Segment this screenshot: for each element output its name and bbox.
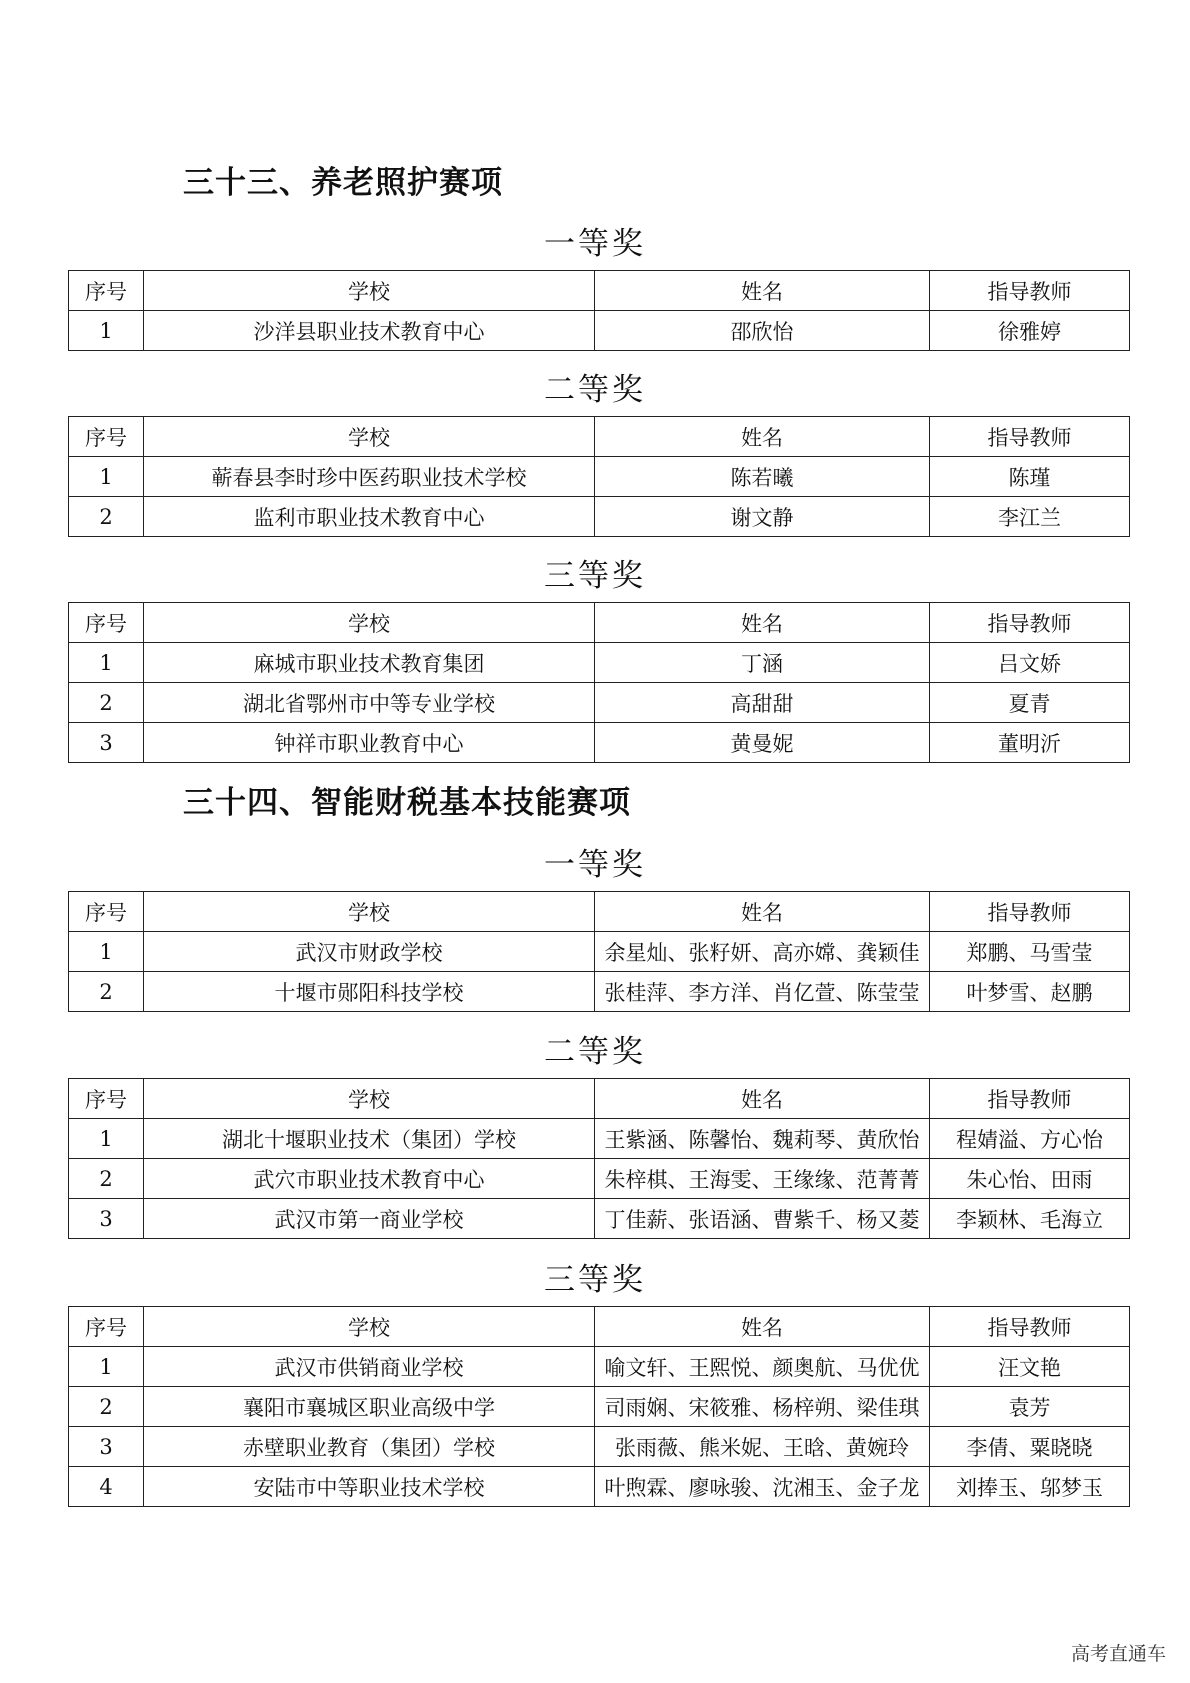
cell-teacher: 李江兰 [930, 497, 1130, 537]
table-header-row [69, 603, 1130, 643]
header-school: 学校 [144, 892, 595, 932]
cell-school: 湖北十堰职业技术（集团）学校 [144, 1119, 595, 1159]
cell-name: 黄曼妮 [595, 723, 930, 763]
cell-index: 1 [69, 1119, 144, 1159]
award-heading: 一等奖 [544, 226, 646, 262]
award-heading: 三等奖 [544, 558, 646, 594]
header-name: 姓名 [595, 1307, 930, 1347]
table-row [69, 972, 1130, 1012]
table-row [69, 932, 1130, 972]
table-row [69, 497, 1130, 537]
cell-teacher: 董明沂 [930, 723, 1130, 763]
table-row [69, 1427, 1130, 1467]
header-index: 序号 [69, 417, 144, 457]
cell-school: 武汉市第一商业学校 [144, 1199, 595, 1239]
award-table [68, 416, 1130, 537]
cell-index: 3 [69, 1199, 144, 1239]
award-table [68, 891, 1130, 1012]
header-school: 学校 [144, 1307, 595, 1347]
cell-index: 4 [69, 1467, 144, 1507]
header-teacher: 指导教师 [930, 271, 1130, 311]
table-row [69, 1199, 1130, 1239]
cell-name: 叶煦霖、廖咏骏、沈湘玉、金子龙 [595, 1467, 930, 1507]
award-table [68, 1306, 1130, 1507]
table-header-row [69, 1307, 1130, 1347]
cell-index: 1 [69, 311, 144, 351]
cell-teacher: 叶梦雪、赵鹏 [930, 972, 1130, 1012]
cell-school: 武穴市职业技术教育中心 [144, 1159, 595, 1199]
cell-teacher: 陈瑾 [930, 457, 1130, 497]
cell-name: 喻文轩、王熙悦、颜奥航、马优优 [595, 1347, 930, 1387]
cell-index: 1 [69, 643, 144, 683]
watermark: 高考直通车 [1070, 1643, 1166, 1665]
cell-school: 安陆市中等职业技术学校 [144, 1467, 595, 1507]
cell-school: 襄阳市襄城区职业高级中学 [144, 1387, 595, 1427]
header-index: 序号 [69, 1307, 144, 1347]
table-row [69, 1347, 1130, 1387]
cell-name: 朱梓棋、王海雯、王缘缘、范菁菁 [595, 1159, 930, 1199]
cell-teacher: 郑鹏、马雪莹 [930, 932, 1130, 972]
cell-teacher: 李倩、粟晓晓 [930, 1427, 1130, 1467]
cell-school: 赤壁职业教育（集团）学校 [144, 1427, 595, 1467]
table-row [69, 1119, 1130, 1159]
cell-name: 邵欣怡 [595, 311, 930, 351]
cell-school: 武汉市财政学校 [144, 932, 595, 972]
cell-teacher: 程婧溢、方心怡 [930, 1119, 1130, 1159]
cell-index: 3 [69, 723, 144, 763]
cell-name: 谢文静 [595, 497, 930, 537]
cell-teacher: 李颖林、毛海立 [930, 1199, 1130, 1239]
cell-teacher: 汪文艳 [930, 1347, 1130, 1387]
header-name: 姓名 [595, 892, 930, 932]
cell-index: 2 [69, 972, 144, 1012]
cell-school: 沙洋县职业技术教育中心 [144, 311, 595, 351]
cell-name: 高甜甜 [595, 683, 930, 723]
header-school: 学校 [144, 417, 595, 457]
table-row [69, 643, 1130, 683]
cell-teacher: 刘捧玉、邬梦玉 [930, 1467, 1130, 1507]
header-teacher: 指导教师 [930, 892, 1130, 932]
header-teacher: 指导教师 [930, 603, 1130, 643]
header-teacher: 指导教师 [930, 1079, 1130, 1119]
cell-name: 张雨薇、熊米妮、王晗、黄婉玲 [595, 1427, 930, 1467]
table-header-row [69, 892, 1130, 932]
cell-teacher: 徐雅婷 [930, 311, 1130, 351]
header-index: 序号 [69, 1079, 144, 1119]
table-row [69, 1467, 1130, 1507]
cell-school: 湖北省鄂州市中等专业学校 [144, 683, 595, 723]
award-heading: 一等奖 [544, 847, 646, 883]
table-row [69, 723, 1130, 763]
header-teacher: 指导教师 [930, 1307, 1130, 1347]
cell-name: 王紫涵、陈馨怡、魏莉琴、黄欣怡 [595, 1119, 930, 1159]
cell-school: 监利市职业技术教育中心 [144, 497, 595, 537]
section-title: 三十三、养老照护赛项 [183, 165, 503, 201]
header-name: 姓名 [595, 417, 930, 457]
cell-index: 2 [69, 497, 144, 537]
cell-teacher: 吕文娇 [930, 643, 1130, 683]
cell-school: 十堰市郧阳科技学校 [144, 972, 595, 1012]
cell-name: 丁涵 [595, 643, 930, 683]
table-row [69, 1387, 1130, 1427]
cell-school: 蕲春县李时珍中医药职业技术学校 [144, 457, 595, 497]
award-table [68, 602, 1130, 763]
cell-teacher: 袁芳 [930, 1387, 1130, 1427]
cell-index: 2 [69, 683, 144, 723]
header-index: 序号 [69, 603, 144, 643]
cell-school: 武汉市供销商业学校 [144, 1347, 595, 1387]
header-name: 姓名 [595, 1079, 930, 1119]
award-heading: 二等奖 [544, 1034, 646, 1070]
table-row [69, 683, 1130, 723]
table-header-row [69, 417, 1130, 457]
cell-name: 司雨娴、宋筱雅、杨梓朔、梁佳琪 [595, 1387, 930, 1427]
cell-index: 1 [69, 1347, 144, 1387]
cell-index: 2 [69, 1387, 144, 1427]
award-heading: 二等奖 [544, 372, 646, 408]
header-name: 姓名 [595, 603, 930, 643]
header-teacher: 指导教师 [930, 417, 1130, 457]
header-school: 学校 [144, 271, 595, 311]
cell-teacher: 夏青 [930, 683, 1130, 723]
header-school: 学校 [144, 1079, 595, 1119]
table-row [69, 311, 1130, 351]
cell-index: 3 [69, 1427, 144, 1467]
table-header-row [69, 1079, 1130, 1119]
award-heading: 三等奖 [544, 1262, 646, 1298]
award-table [68, 1078, 1130, 1239]
header-school: 学校 [144, 603, 595, 643]
cell-name: 余星灿、张籽妍、高亦嫦、龚颖佳 [595, 932, 930, 972]
section-title: 三十四、智能财税基本技能赛项 [183, 785, 631, 821]
cell-school: 麻城市职业技术教育集团 [144, 643, 595, 683]
award-table [68, 270, 1130, 351]
cell-name: 丁佳薪、张语涵、曹紫千、杨又菱 [595, 1199, 930, 1239]
table-row [69, 457, 1130, 497]
header-name: 姓名 [595, 271, 930, 311]
header-index: 序号 [69, 271, 144, 311]
table-row [69, 1159, 1130, 1199]
header-index: 序号 [69, 892, 144, 932]
cell-index: 1 [69, 457, 144, 497]
cell-index: 2 [69, 1159, 144, 1199]
cell-name: 陈若曦 [595, 457, 930, 497]
cell-teacher: 朱心怡、田雨 [930, 1159, 1130, 1199]
cell-school: 钟祥市职业教育中心 [144, 723, 595, 763]
table-header-row [69, 271, 1130, 311]
cell-name: 张桂萍、李方洋、肖亿萱、陈莹莹 [595, 972, 930, 1012]
cell-index: 1 [69, 932, 144, 972]
